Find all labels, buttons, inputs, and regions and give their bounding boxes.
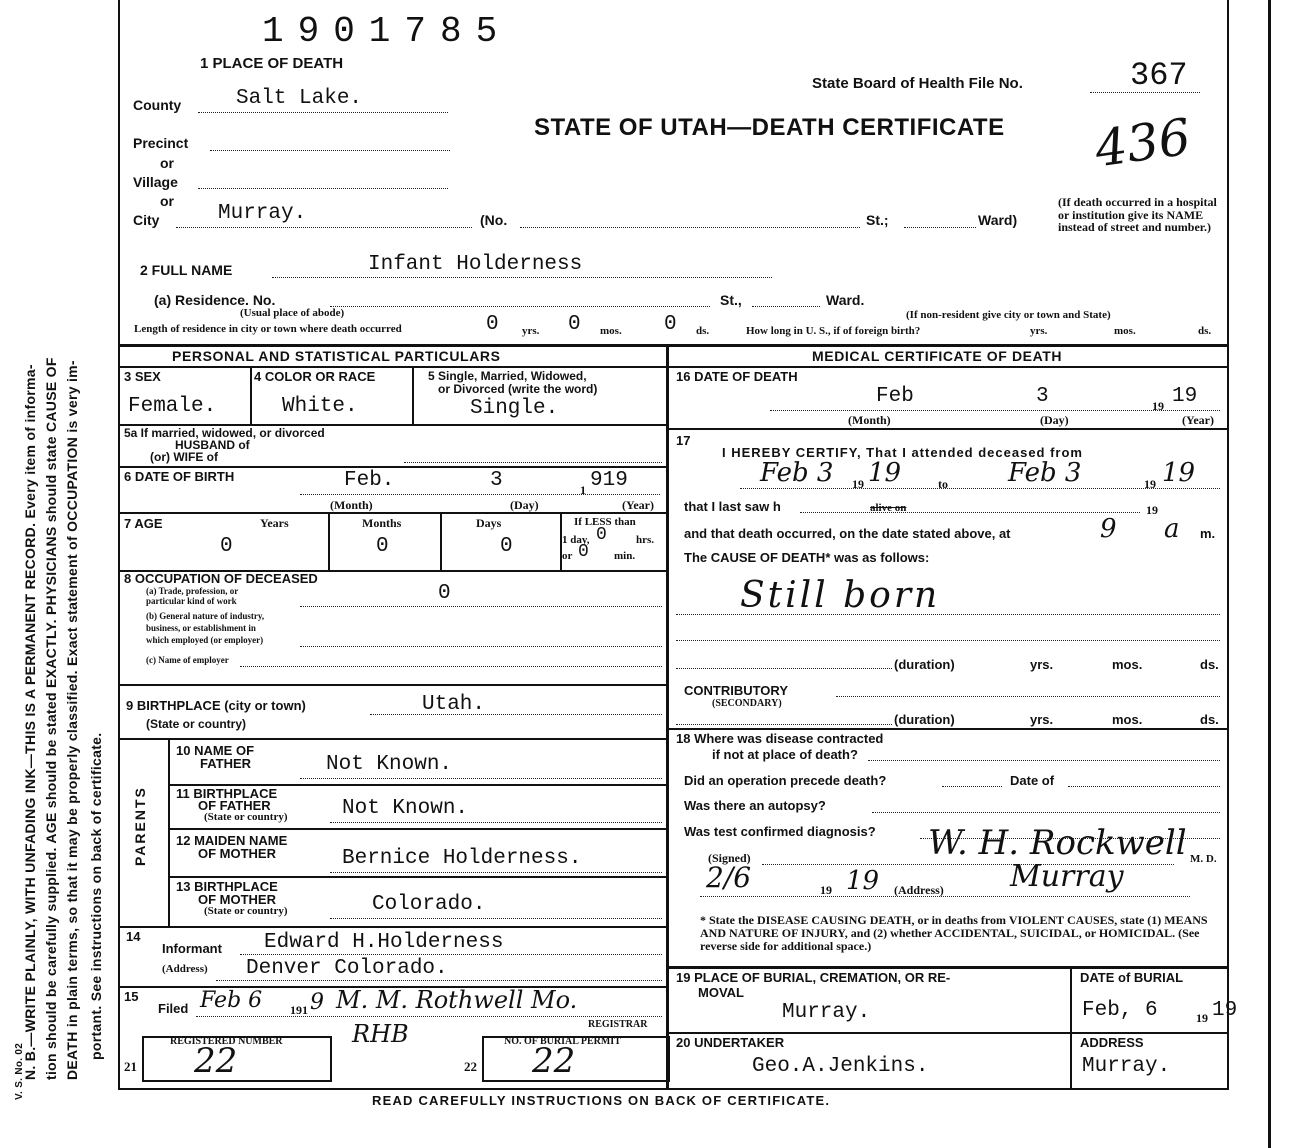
informant-address-value: Denver Colorado. xyxy=(246,957,448,980)
occupation-b-1: (b) General nature of industry, xyxy=(146,611,265,621)
occupation-b-2: business, or establishment in xyxy=(146,623,256,633)
death-occurred-label: and that death occurred, on the date stated above, at xyxy=(684,526,1011,541)
death-time: 9 xyxy=(1100,514,1117,544)
bottom-border xyxy=(118,1088,1229,1090)
precinct-label: Precinct xyxy=(133,135,189,151)
spouse-label-2: HUSBAND of xyxy=(175,438,250,452)
less-label-1: If LESS than xyxy=(574,516,636,528)
to-label: to xyxy=(938,477,948,491)
dob-year-label: (Year) xyxy=(622,498,654,512)
color-value: White. xyxy=(282,395,358,418)
registered-number-label: REGISTERED NUMBER xyxy=(170,1036,283,1047)
dob-year-prefix: 1 xyxy=(580,483,586,497)
occupation-b-3: which employed (or employer) xyxy=(146,635,264,645)
file-no-label: State Board of Health File No. xyxy=(812,75,1023,92)
duration-ds-2: ds. xyxy=(1200,712,1219,727)
death-ampm: a xyxy=(1164,514,1180,544)
mother-bp-value: Colorado. xyxy=(372,893,486,916)
age-days-label: Days xyxy=(476,516,502,530)
parents-label: PARENTS xyxy=(132,786,148,866)
duration-yrs-2: yrs. xyxy=(1030,712,1054,727)
us-yrs-label: yrs. xyxy=(1030,325,1048,337)
m-label: m. xyxy=(1200,526,1216,541)
duration-ds: ds. xyxy=(1200,657,1219,672)
certificate-title: STATE OF UTAH—DEATH CERTIFICATE xyxy=(534,114,1005,141)
father-value: Not Known. xyxy=(326,753,453,776)
secondary-label: (SECONDARY) xyxy=(712,698,782,709)
occupation-a-2: particular kind of work xyxy=(146,596,237,606)
autopsy-label: Was there an autopsy? xyxy=(684,798,826,813)
occupation-a-1: (a) Trade, profession, or xyxy=(146,586,239,596)
spouse-label-3: (or) WIFE of xyxy=(150,450,218,464)
county-label: County xyxy=(133,97,182,113)
footnote: * State the DISEASE CAUSING DEATH, or in deaths from VIOLENT CAUSES, state (1) MEANS AND NATURE OF INJURY, and (2) whether ACCIDENTAL, SUICIDAL, or HOMICIDAL. (See reverse side for additional space.) xyxy=(700,913,1208,954)
death-month-label: (Month) xyxy=(848,413,891,427)
certify-text: I HEREBY CERTIFY, That I attended deceased from xyxy=(722,445,1083,460)
burial-label-2: MOVAL xyxy=(698,985,744,1000)
length-mos-label: mos. xyxy=(600,325,622,337)
right-border xyxy=(1227,0,1229,1090)
signed-year-prefix: 19 xyxy=(820,883,832,897)
city-value: Murray. xyxy=(218,202,307,225)
county-value: Salt Lake. xyxy=(236,87,363,110)
age-days-value: 0 xyxy=(500,535,513,558)
sidebar-line-1: N. B.—WRITE PLAINLY, WITH UNFADING INK—THIS IS A PERMANENT RECORD. Every item of informa- xyxy=(22,364,38,1080)
sidebar-line-2: tion should be carefully supplied. AGE should be stated EXACTLY. PHYSICIANS should state CAUSE OF xyxy=(43,357,59,1080)
medical-heading: MEDICAL CERTIFICATE OF DEATH xyxy=(812,348,1063,364)
informant-label: Informant xyxy=(162,941,222,956)
burial-permit-prefix: 22 xyxy=(464,1059,477,1074)
attended-from-year: 19 xyxy=(868,458,902,488)
signed-year: 19 xyxy=(846,866,880,896)
occupation-value: 0 xyxy=(438,582,451,605)
vs-number: V. S. No. 02 xyxy=(14,1042,25,1100)
birthplace-sub: (State or country) xyxy=(146,717,247,731)
sex-label: 3 SEX xyxy=(124,369,161,384)
md-label: M. D. xyxy=(1190,853,1217,865)
personal-heading: PERSONAL AND STATISTICAL PARTICULARS xyxy=(172,348,501,364)
less-hrs-value: 0 xyxy=(596,525,607,545)
mother-label-2: OF MOTHER xyxy=(198,846,276,861)
registrar-label: REGISTRAR xyxy=(588,1019,648,1030)
age-years-label: Years xyxy=(260,516,289,530)
city-label: City xyxy=(133,212,160,228)
dob-year: 919 xyxy=(590,469,628,492)
spouse-label-1: 5a If married, widowed, or divorced xyxy=(124,426,325,440)
mother-value: Bernice Holderness. xyxy=(342,847,582,870)
sidebar-line-4: portant. See instructions on back of certificate. xyxy=(88,732,104,1060)
father-label-1: 10 NAME OF xyxy=(176,743,255,758)
contributory-label: CONTRIBUTORY xyxy=(684,683,788,698)
color-label: 4 COLOR OR RACE xyxy=(254,369,376,384)
mother-label-1: 12 MAIDEN NAME xyxy=(176,833,288,848)
full-name-value: Infant Holderness xyxy=(368,253,583,276)
full-name-label: 2 FULL NAME xyxy=(140,262,233,278)
filed-date: Feb 6 xyxy=(200,988,263,1013)
length-ds-label: ds. xyxy=(696,325,710,337)
mother-bp-label-3: (State or country) xyxy=(204,905,288,917)
date-of-label: Date of xyxy=(1010,773,1055,788)
year-prefix-c: 19 xyxy=(1146,503,1158,517)
marital-value: Single. xyxy=(470,397,559,420)
death-year-label: (Year) xyxy=(1182,413,1214,427)
filed-number: 15 xyxy=(124,989,139,1004)
dob-month-label: (Month) xyxy=(330,498,373,512)
test-label: Was test confirmed diagnosis? xyxy=(684,824,876,839)
death-month: Feb xyxy=(876,385,914,408)
undertaker-label: 20 UNDERTAKER xyxy=(676,1035,785,1050)
less-label-2: 1 day, xyxy=(562,534,590,546)
burial-permit-value: 22 xyxy=(532,1041,576,1081)
filed-year: 9 xyxy=(310,990,324,1015)
residence-st-label: St., xyxy=(720,292,742,308)
st-label: St.; xyxy=(866,212,889,228)
cause-value: Still born xyxy=(740,575,941,616)
attended-to-date: Feb 3 xyxy=(1008,458,1082,488)
duration-mos-2: mos. xyxy=(1112,712,1143,727)
signed-date: 2/6 xyxy=(706,861,752,894)
certificate-number: 1901785 xyxy=(262,11,512,52)
ward-label: Ward) xyxy=(978,212,1018,228)
nonresident-note: (If non-resident give city or town and State) xyxy=(906,309,1111,321)
father-label-2: FATHER xyxy=(200,756,252,771)
informant-value: Edward H.Holderness xyxy=(264,931,504,954)
informant-address-label: (Address) xyxy=(162,963,208,975)
death-day: 3 xyxy=(1036,385,1049,408)
us-residence-label: How long in U. S., if of foreign birth? xyxy=(746,325,921,337)
filed-year-prefix: 191 xyxy=(290,1003,308,1017)
burial-year: 19 xyxy=(1212,999,1238,1022)
mother-bp-label-1: 13 BIRTHPLACE xyxy=(176,879,278,894)
residence-label: (a) Residence. No. xyxy=(154,292,276,308)
undertaker-address-value: Murray. xyxy=(1082,1055,1171,1078)
length-mos-value: 0 xyxy=(568,313,581,336)
marital-label-2: or Divorced (write the word) xyxy=(438,382,598,396)
burial-date-label: DATE of BURIAL xyxy=(1080,970,1184,985)
age-months-label: Months xyxy=(362,516,402,530)
father-bp-label-3: (State or country) xyxy=(204,811,288,823)
last-saw-label: that I last saw h xyxy=(684,499,781,514)
filed-label: Filed xyxy=(158,1001,189,1016)
filed-registrar-signature: M. M. Rothwell Mo. xyxy=(336,986,578,1014)
burial-label-1: 19 PLACE OF BURIAL, CREMATION, OR RE- xyxy=(676,970,951,985)
dob-label: 6 DATE OF BIRTH xyxy=(124,469,235,484)
birthplace-label: 9 BIRTHPLACE (city or town) xyxy=(126,698,306,713)
residence-ward-label: Ward. xyxy=(826,292,865,308)
burial-year-prefix: 19 xyxy=(1196,1011,1208,1025)
sex-value: Female. xyxy=(128,395,217,418)
burial-date-value: Feb, 6 xyxy=(1082,999,1158,1022)
hospital-note: (If death occurred in a hospital or institution give its NAME instead of street and number.) xyxy=(1058,195,1217,235)
signed-address-label: (Address) xyxy=(894,883,944,897)
year-prefix-a: 19 xyxy=(852,477,864,491)
operation-label: Did an operation precede death? xyxy=(684,773,887,788)
sidebar-line-3: DEATH in plain terms, so that it may be properly classified. Exact statement of OCCUPATION is very im- xyxy=(64,360,80,1080)
age-months-value: 0 xyxy=(376,535,389,558)
signed-label: (Signed) xyxy=(708,851,751,865)
us-ds-label: ds. xyxy=(1198,325,1212,337)
attended-from-date: Feb 3 xyxy=(760,458,834,488)
length-yrs-value: 0 xyxy=(486,313,499,336)
less-min-value: 0 xyxy=(578,542,589,562)
alive-on-label: alive on xyxy=(870,502,907,514)
death-year-prefix: 19 xyxy=(1152,399,1164,413)
handwritten-number: 436 xyxy=(1091,107,1195,179)
usual-place-label: (Usual place of abode) xyxy=(240,307,345,319)
mother-bp-label-2: OF MOTHER xyxy=(198,892,276,907)
place-of-death-label: 1 PLACE OF DEATH xyxy=(200,55,344,72)
occupation-label: 8 OCCUPATION OF DECEASED xyxy=(124,571,318,586)
or-1: or xyxy=(160,155,174,171)
length-ds-value: 0 xyxy=(664,313,677,336)
less-hrs-label: hrs. xyxy=(636,534,655,546)
birthplace-value: Utah. xyxy=(422,693,486,716)
dob-day-label: (Day) xyxy=(510,498,539,512)
registered-number-prefix: 21 xyxy=(124,1059,137,1074)
length-residence-label: Length of residence in city or town where death occurred xyxy=(134,323,402,335)
father-bp-label-2: OF FATHER xyxy=(198,798,271,813)
undertaker-address-label: ADDRESS xyxy=(1080,1035,1144,1050)
death-year: 19 xyxy=(1172,385,1198,408)
duration-label-2: (duration) xyxy=(894,712,955,727)
less-min-label: min. xyxy=(614,550,636,562)
footer-instruction: READ CAREFULLY INSTRUCTIONS ON BACK OF CERTIFICATE. xyxy=(372,1093,831,1108)
us-mos-label: mos. xyxy=(1114,325,1136,337)
street-no-label: (No. xyxy=(480,212,508,228)
dob-month: Feb. xyxy=(344,469,395,492)
age-years-value: 0 xyxy=(220,535,233,558)
dob-day: 3 xyxy=(490,469,503,492)
occupation-c: (c) Name of employer xyxy=(146,655,229,665)
age-label: 7 AGE xyxy=(124,516,163,531)
physician-signature: W. H. Rockwell xyxy=(928,823,1187,863)
or-2: or xyxy=(160,193,174,209)
father-bp-label-1: 11 BIRTHPLACE xyxy=(176,786,278,801)
undertaker-value: Geo.A.Jenkins. xyxy=(752,1055,929,1078)
duration-yrs: yrs. xyxy=(1030,657,1054,672)
registered-number-value: 22 xyxy=(194,1041,238,1081)
burial-place-value: Murray. xyxy=(782,1001,871,1024)
marital-label-1: 5 Single, Married, Widowed, xyxy=(428,369,587,383)
informant-number: 14 xyxy=(126,929,141,944)
death-date-label: 16 DATE OF DEATH xyxy=(676,369,798,384)
item-17-number: 17 xyxy=(676,433,691,448)
physician-address: Murray xyxy=(1010,859,1124,894)
death-day-label: (Day) xyxy=(1040,413,1069,427)
father-bp-value: Not Known. xyxy=(342,797,469,820)
burial-permit-label: NO. OF BURIAL PERMIT xyxy=(504,1036,621,1047)
year-prefix-b: 19 xyxy=(1144,477,1156,491)
less-or-label: or xyxy=(562,550,573,562)
file-no-value: 367 xyxy=(1130,57,1188,94)
duration-label: (duration) xyxy=(894,657,955,672)
village-label: Village xyxy=(133,174,178,190)
page-edge xyxy=(1268,0,1271,1148)
contracted-label-2: if not at place of death? xyxy=(712,747,858,762)
attended-to-year: 19 xyxy=(1162,458,1196,488)
registrar-initials: RHB xyxy=(352,1020,409,1048)
length-yrs-label: yrs. xyxy=(522,325,540,337)
duration-mos: mos. xyxy=(1112,657,1143,672)
cause-label: The CAUSE OF DEATH* was as follows: xyxy=(684,550,930,565)
contracted-label-1: 18 Where was disease contracted xyxy=(676,731,884,746)
